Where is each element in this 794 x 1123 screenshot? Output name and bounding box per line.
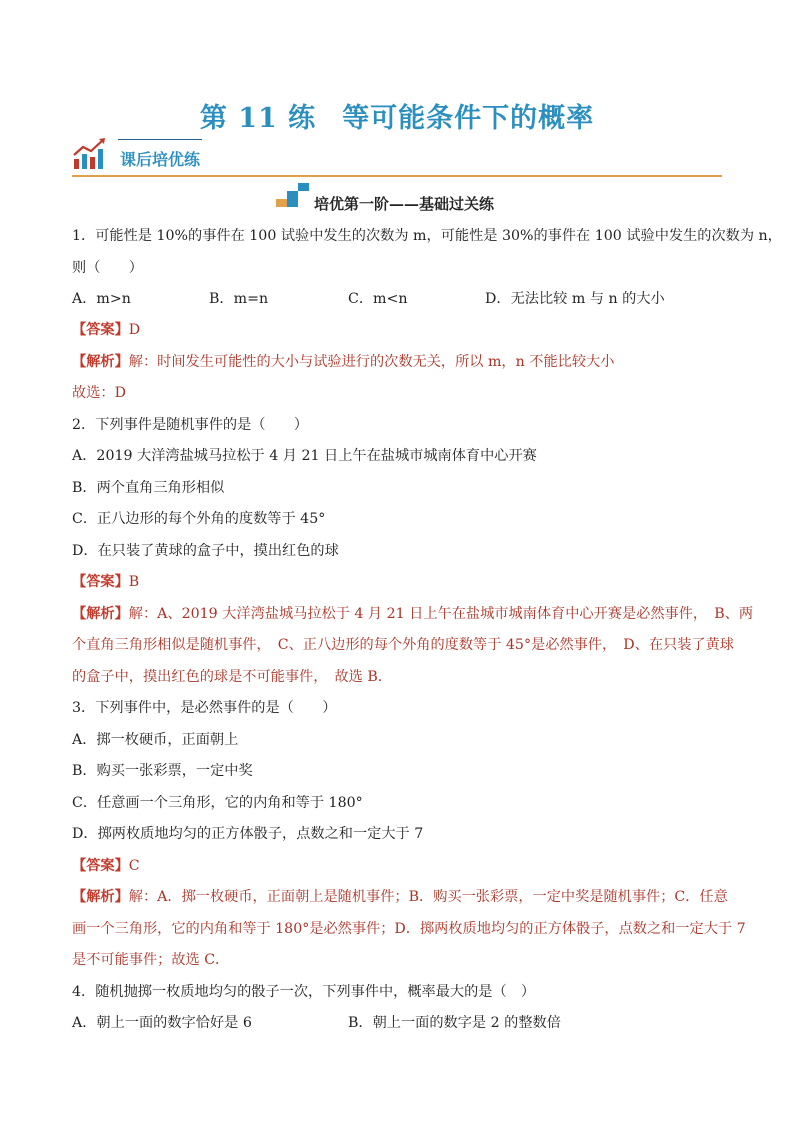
q1-option-d: D．无法比较 m 与 n 的大小: [485, 291, 665, 307]
q2-analysis: [72, 604, 754, 624]
growth-chart-icon: [72, 137, 108, 171]
title-number: 第 11 练: [199, 103, 317, 134]
q3-answer: [72, 856, 732, 876]
q1-analysis-line2: 故选：D: [72, 385, 126, 401]
q2-option-d: D．在只装了黄球的盒子中，摸出红色的球: [72, 543, 339, 559]
q3-option-b: B．购买一张彩票，一定中奖: [72, 763, 253, 779]
header-accent-line: [118, 139, 202, 140]
header-rule: [72, 175, 722, 177]
q2-option-c: C．正八边形的每个外角的度数等于 45°: [72, 511, 326, 527]
stairs-icon: [276, 183, 310, 207]
q1-stem-line1: 1．可能性是 10%的事件在 100 试验中发生的次数为 m，可能性是 30%的事件在 100 试验中发生的次数为 n，: [72, 228, 782, 244]
q3-stem: 3．下列事件中，是必然事件的是（ ）: [72, 700, 337, 716]
q3-option-c: C．任意画一个三角形，它的内角和等于 180°: [72, 795, 363, 811]
analysis-label: 【解析】: [72, 354, 129, 370]
analysis-label: 【解析】: [72, 606, 129, 622]
answer-label: 【答案】: [72, 322, 129, 338]
q3-analysis: [72, 887, 732, 907]
analysis-text: 解：时间发生可能性的大小与试验进行的次数无关，所以 m，n 不能比较大小: [128, 354, 615, 370]
analysis-text: 解：A、2019 大洋湾盐城马拉松于 4 月 21 日上午在盐城市城南体育中心开赛是必然事件， B、两: [128, 606, 754, 622]
answer-value: C: [128, 858, 140, 874]
q2-option-a: A．2019 大洋湾盐城马拉松于 4 月 21 日上午在盐城市城南体育中心开赛: [72, 448, 537, 464]
q1-stem-line2: 则（ ）: [72, 260, 143, 276]
answer-label: 【答案】: [72, 858, 129, 874]
answer-label: 【答案】: [72, 574, 129, 590]
q2-answer: [72, 572, 732, 592]
answer-value: B: [128, 574, 140, 590]
q4-stem: 4．随机抛掷一枚质地均匀的骰子一次，下列事件中，概率最大的是（ ）: [72, 984, 536, 1000]
q1-analysis: [72, 352, 732, 372]
q1-option-b: B．m=n: [209, 291, 269, 307]
q3-option-a: A．掷一枚硬币，正面朝上: [72, 732, 239, 748]
q2-analysis-line3: 的盒子中，摸出红色的球是不可能事件， 故选 B．: [72, 669, 392, 685]
answer-value: D: [128, 322, 141, 338]
analysis-text: 解：A．掷一枚硬币，正面朝上是随机事件；B．购买一张彩票，一定中奖是随机事件；C．任意: [128, 889, 728, 905]
q1-option-a: A．m>n: [72, 291, 131, 307]
page-title: [0, 96, 794, 135]
title-text: 等可能条件下的概率: [342, 103, 595, 134]
q1-option-c: C．m<n: [348, 291, 408, 307]
section-tag: 课后培优练: [120, 150, 201, 169]
analysis-label: 【解析】: [72, 889, 129, 905]
q1-answer: [72, 320, 732, 340]
q2-analysis-line2: 个直角三角形相似是随机事件， C、正八边形的每个外角的度数等于 45°是必然事件， D、在只装了黄球: [72, 637, 734, 653]
q3-analysis-line2: 画一个三角形，它的内角和等于 180°是必然事件；D．掷两枚质地均匀的正方体骰子，点数之和一定大于 7: [72, 921, 746, 937]
q2-stem: 2．下列事件是随机事件的是（ ）: [72, 417, 309, 433]
q3-option-d: D．掷两枚质地均匀的正方体骰子，点数之和一定大于 7: [72, 826, 424, 842]
q2-option-b: B．两个直角三角形相似: [72, 480, 225, 496]
stage-title: 培优第一阶——基础过关练: [314, 195, 495, 213]
q3-analysis-line3: 是不可能事件；故选 C．: [72, 952, 230, 968]
q4-option-a: A．朝上一面的数字恰好是 6: [72, 1015, 252, 1031]
q4-option-b: B．朝上一面的数字是 2 的整数倍: [348, 1015, 561, 1031]
